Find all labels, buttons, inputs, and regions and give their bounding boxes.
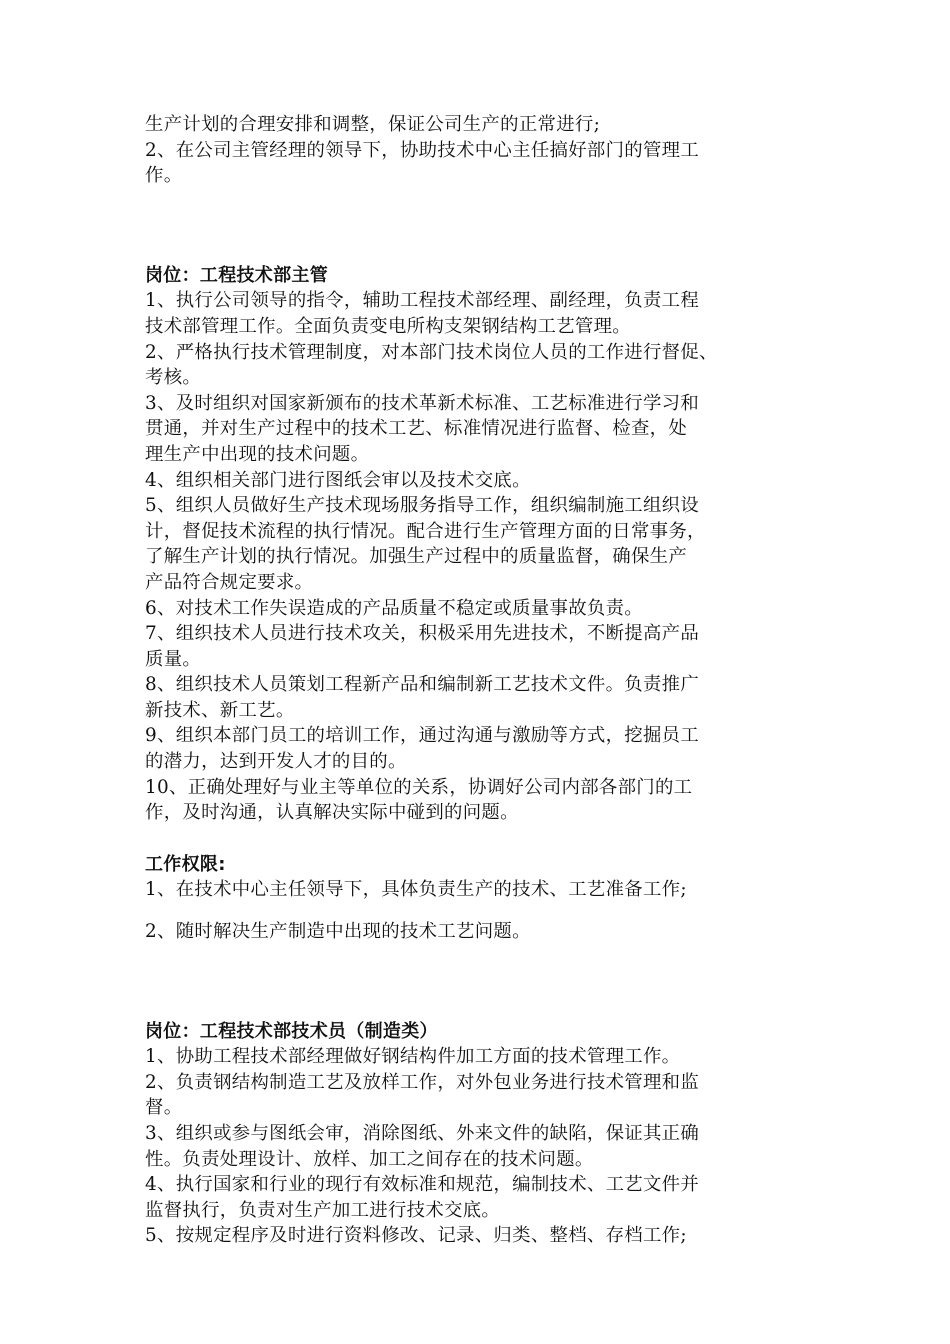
text-line: 了解生产计划的执行情况。加强生产过程中的质量监督，确保生产 bbox=[145, 546, 688, 568]
section-technician bbox=[145, 1019, 825, 1249]
text-line: 作。 bbox=[145, 165, 183, 187]
text-line: 8、组织技术人员策划工程新产品和编制新工艺技术文件。负责推广 bbox=[145, 674, 700, 696]
text-line: 2、负责钢结构制造工艺及放样工作，对外包业务进行技术管理和监 bbox=[145, 1071, 700, 1093]
intro-paragraph bbox=[145, 112, 825, 189]
section-heading: 工作权限: bbox=[145, 853, 226, 875]
text-line: 考核。 bbox=[145, 367, 202, 389]
text-line: 10、正确处理好与业主等单位的关系，协调好公司内部各部门的工 bbox=[145, 776, 693, 798]
text-line: 7、组织技术人员进行技术攻关，积极采用先进技术，不断提高产品 bbox=[145, 623, 700, 645]
text-line: 督。 bbox=[145, 1097, 183, 1119]
text-line: 技术部管理工作。全面负责变电所构支架钢结构工艺管理。 bbox=[145, 315, 631, 337]
text-line: 监督执行，负责对生产加工进行技术交底。 bbox=[145, 1199, 501, 1221]
text-line: 4、组织相关部门进行图纸会审以及技术交底。 bbox=[145, 469, 531, 491]
section-supervisor bbox=[145, 263, 825, 826]
text-line: 9、组织本部门员工的培训工作，通过沟通与激励等方式，挖掘员工 bbox=[145, 725, 700, 747]
section-heading: 岗位：工程技术部技术员（制造类） bbox=[145, 1020, 438, 1042]
section-authority bbox=[145, 852, 825, 945]
text-line: 4、执行国家和行业的现行有效标准和规范，编制技术、工艺文件并 bbox=[145, 1174, 700, 1196]
text-line: 新技术、新工艺。 bbox=[145, 699, 295, 721]
text-line: 1、执行公司领导的指令，辅助工程技术部经理、副经理，负责工程 bbox=[145, 290, 700, 312]
text-line: 5、按规定程序及时进行资料修改、记录、归类、整档、存档工作; bbox=[145, 1225, 687, 1247]
text-line: 3、及时组织对国家新颁布的技术革新术标准、工艺标准进行学习和 bbox=[145, 392, 700, 414]
text-line: 作，及时沟通，认真解决实际中碰到的问题。 bbox=[145, 802, 519, 824]
text-line: 2、在公司主管经理的领导下，协助技术中心主任搞好部门的管理工 bbox=[145, 139, 700, 161]
text-line: 6、对技术工作失误造成的产品质量不稳定或质量事故负责。 bbox=[145, 597, 643, 619]
text-line: 理生产中出现的技术问题。 bbox=[145, 443, 370, 465]
text-line: 2、随时解决生产制造中出现的技术工艺问题。 bbox=[145, 921, 531, 943]
text-line: 贯通，并对生产过程中的技术工艺、标准情况进行监督、检查，处 bbox=[145, 418, 688, 440]
text-line: 2、严格执行技术管理制度，对本部门技术岗位人员的工作进行督促、 bbox=[145, 341, 718, 363]
text-line: 3、组织或参与图纸会审，消除图纸、外来文件的缺陷，保证其正确 bbox=[145, 1123, 700, 1144]
text-line: 性。负责处理设计、放样、加工之间存在的技术问题。 bbox=[145, 1148, 594, 1170]
text-line: 5、组织人员做好生产技术现场服务指导工作，组织编制施工组织设 bbox=[145, 495, 700, 517]
document-page bbox=[145, 112, 825, 1249]
text-line: 生产计划的合理安排和调整，保证公司生产的正常进行; bbox=[145, 114, 601, 135]
text-line: 1、在技术中心主任领导下，具体负责生产的技术、工艺准备工作; bbox=[145, 879, 687, 901]
text-line: 质量。 bbox=[145, 648, 202, 670]
text-line: 计，督促技术流程的执行情况。配合进行生产管理方面的日常事务， bbox=[145, 520, 706, 542]
text-line: 1、协助工程技术部经理做好钢结构件加工方面的技术管理工作。 bbox=[145, 1046, 681, 1068]
text-line: 的潜力，达到开发人才的目的。 bbox=[145, 751, 407, 773]
section-heading: 岗位：工程技术部主管 bbox=[145, 264, 328, 286]
text-line: 产品符合规定要求。 bbox=[145, 571, 314, 593]
